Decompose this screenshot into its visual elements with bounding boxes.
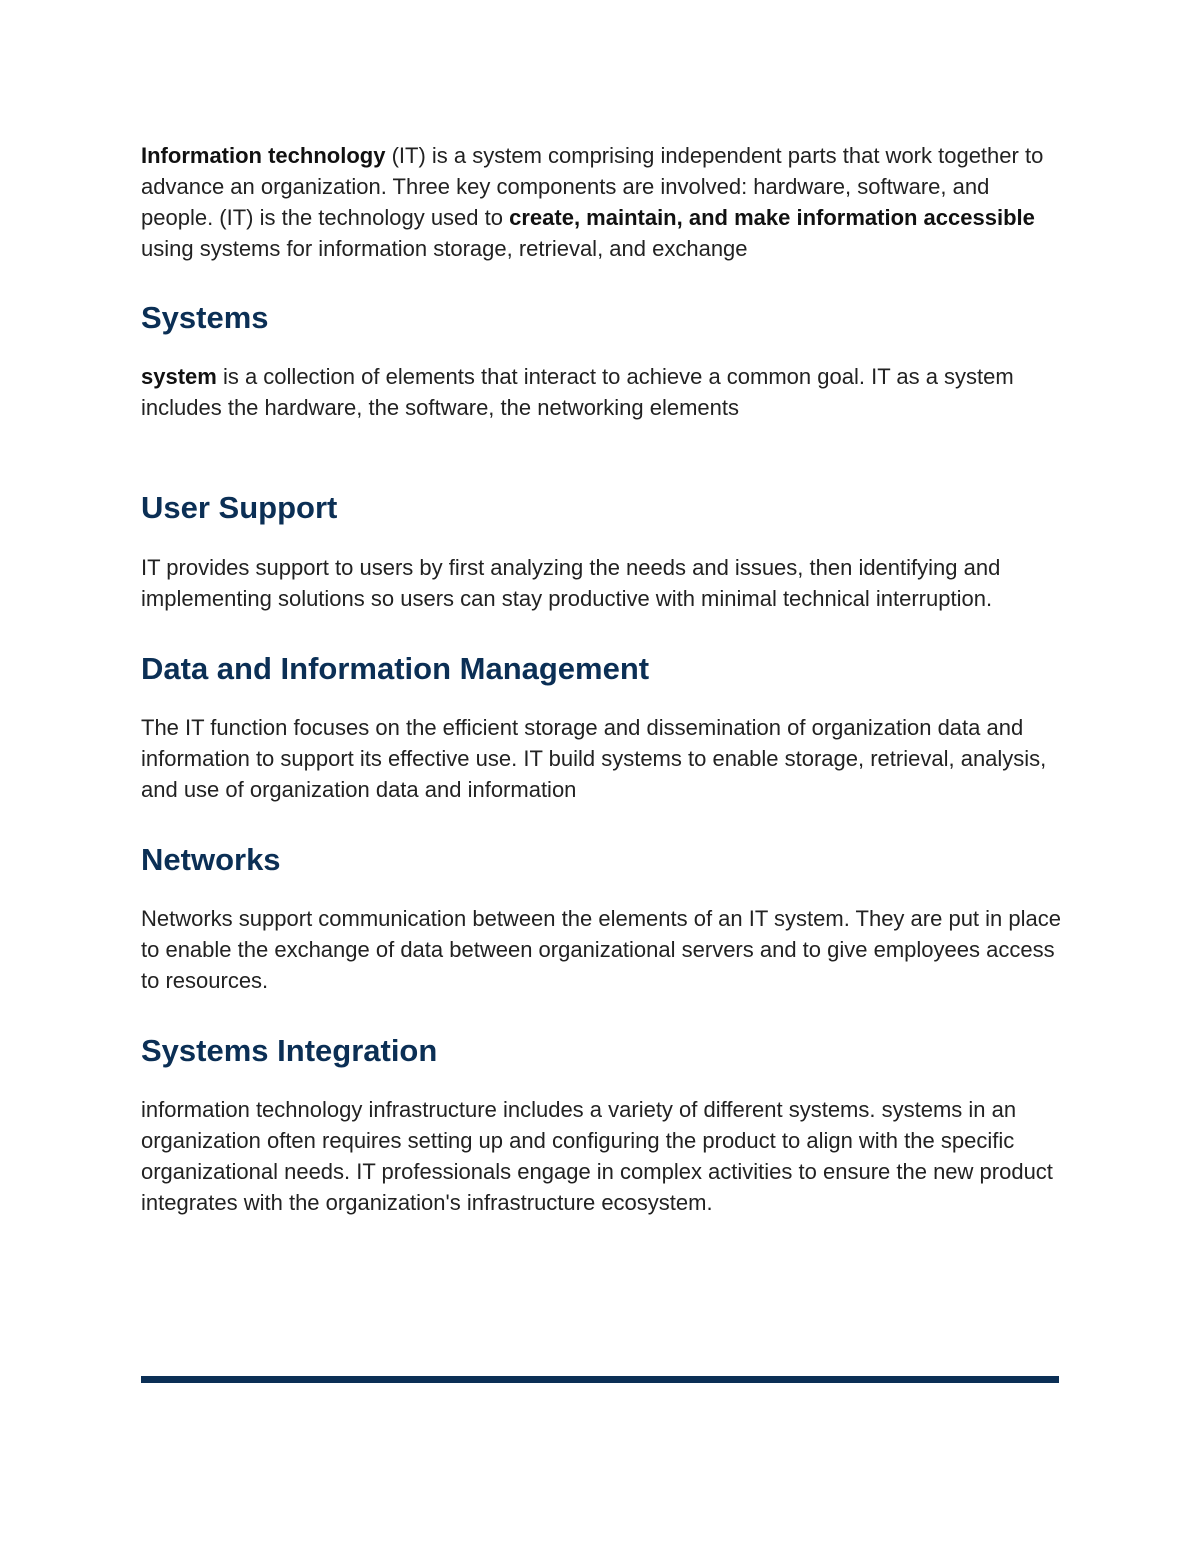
systems-paragraph [141, 361, 1061, 423]
systems-integration-paragraph: information technology infrastructure includes a variety of different systems. systems in an organization often requires setting up and configuring the product to align with the specific organizational needs. IT professionals engage in complex activities to ensure the new product integrates with the organization's infrastructure ecosystem. [141, 1097, 1053, 1215]
intro-paragraph [141, 140, 1061, 264]
user-support-paragraph: IT provides support to users by first analyzing the needs and issues, then identifying and implementing solutions so users can stay productive with minimal technical interruption. [141, 555, 1001, 611]
heading-data-management: Data and Information Management [141, 651, 650, 686]
intro-text-1: (IT) is a system comprising independent parts that work together to advance an organization. Three key components are involved: hardware, software, and people. (IT) is the technology used to [141, 143, 1044, 230]
heading-systems: Systems [141, 300, 269, 335]
intro-text-2: using systems for information storage, retrieval, and exchange [141, 236, 748, 261]
systems-term: system [141, 364, 217, 389]
intro-term: Information technology [141, 143, 386, 168]
intro-emphasis: create, maintain, and make information accessible [509, 205, 1035, 230]
networks-paragraph: Networks support communication between the elements of an IT system. They are put in place to enable the exchange of data between organizational servers and to give employees access to resources. [141, 906, 1061, 993]
heading-networks: Networks [141, 842, 281, 877]
heading-systems-integration: Systems Integration [141, 1033, 438, 1068]
data-management-paragraph: The IT function focuses on the efficient storage and dissemination of organization data and information to support its effective use. IT build systems to enable storage, retrieval, analysis, and use of organization data and information [141, 715, 1047, 802]
document-page [141, 140, 1061, 1218]
heading-user-support: User Support [141, 490, 338, 525]
footer-divider [141, 1376, 1059, 1383]
systems-body: is a collection of elements that interact to achieve a common goal. IT as a system includes the hardware, the software, the networking elements [141, 364, 1014, 420]
